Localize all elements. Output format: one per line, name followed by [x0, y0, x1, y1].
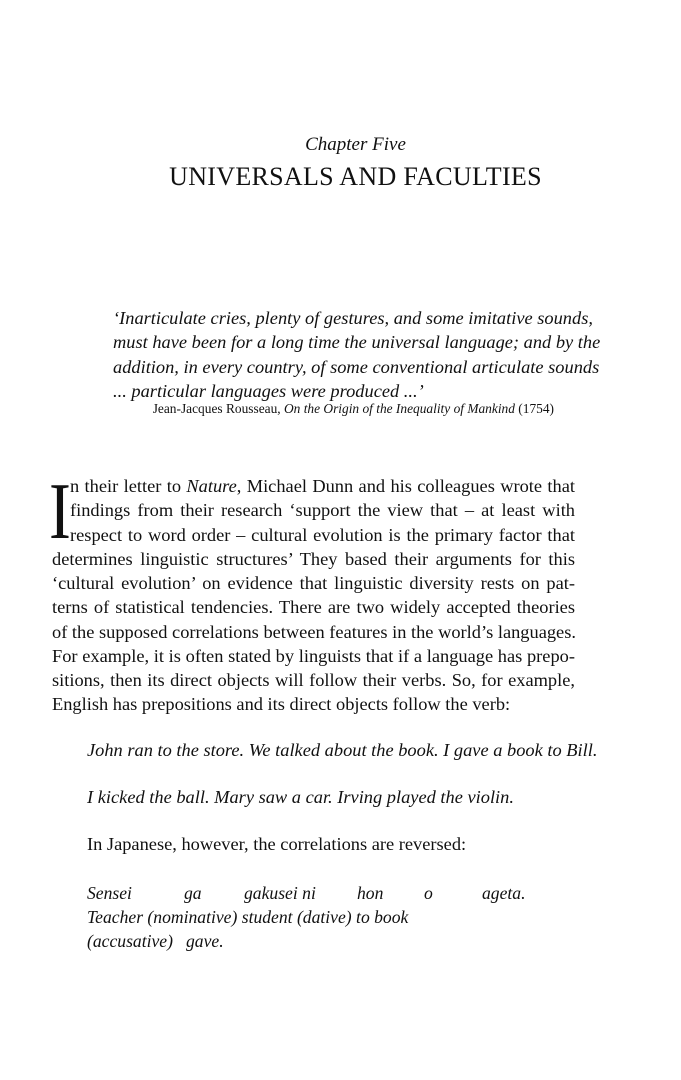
- gloss-word: ageta.: [482, 883, 526, 903]
- chapter-label: Chapter Five: [305, 134, 406, 155]
- journal-name: Nature: [186, 476, 237, 496]
- body-line: ‘cultural evolution’ on evidence that linguistic diversity rests on pat-: [52, 573, 575, 593]
- body-line: sitions, then its direct objects will follow their verbs. So, for example,: [52, 670, 575, 690]
- epigraph-line: ‘Inarticulate cries, plenty of gestures, and some imitative sounds,: [113, 308, 593, 328]
- epigraph-line: ... particular languages were produced ...’: [113, 381, 424, 401]
- example-sentence: John ran to the store. We talked about the book. I gave a book to Bill.: [87, 740, 598, 760]
- attribution-author: Jean-Jacques Rousseau,: [152, 401, 281, 416]
- japanese-intro: In Japanese, however, the correlations are reversed:: [87, 834, 467, 854]
- epigraph-line: must have been for a long time the universal language; and by the: [113, 332, 601, 352]
- body-text: n their letter to: [70, 476, 187, 496]
- drop-cap: I: [49, 468, 71, 556]
- gloss-word: hon: [357, 883, 384, 903]
- gloss-word: Sensei: [87, 883, 132, 903]
- body-line: For example, it is often stated by linguists that if a language has prepo-: [52, 646, 575, 666]
- body-text: , Michael Dunn and his colleagues wrote that: [236, 476, 576, 496]
- body-line: findings from their research ‘support the view that – at least with: [70, 500, 575, 520]
- gloss-word: gave.: [186, 931, 224, 951]
- gloss-word: gakusei ni: [244, 883, 316, 903]
- gloss-translation-line: [87, 929, 287, 953]
- body-line: respect to word order – cultural evolution is the primary factor that: [70, 525, 575, 545]
- attribution-year: (1754): [518, 401, 554, 416]
- body-line: English has prepositions and its direct objects follow the verb:: [52, 694, 511, 714]
- gloss-translation-line: Teacher (nominative) student (dative) to book: [87, 907, 409, 927]
- gloss-word: o: [424, 883, 433, 903]
- body-line: [70, 474, 575, 498]
- gloss-word: ga: [184, 883, 202, 903]
- epigraph-attribution: [153, 401, 554, 417]
- gloss-word: (accusative): [87, 931, 173, 951]
- example-sentence: I kicked the ball. Mary saw a car. Irving played the violin.: [87, 787, 514, 807]
- epigraph-line: addition, in every country, of some conventional articulate sounds: [113, 357, 600, 377]
- chapter-title: UNIVERSALS AND FACULTIES: [169, 162, 542, 191]
- body-line: of the supposed correlations between features in the world’s languages.: [52, 622, 576, 642]
- attribution-work: On the Origin of the Inequality of Mankind: [283, 401, 515, 416]
- gloss-japanese-row: [87, 881, 557, 905]
- body-line: terns of statistical tendencies. There are two widely accepted theories: [52, 597, 575, 617]
- body-line: determines linguistic structures’ They based their arguments for this: [52, 549, 575, 569]
